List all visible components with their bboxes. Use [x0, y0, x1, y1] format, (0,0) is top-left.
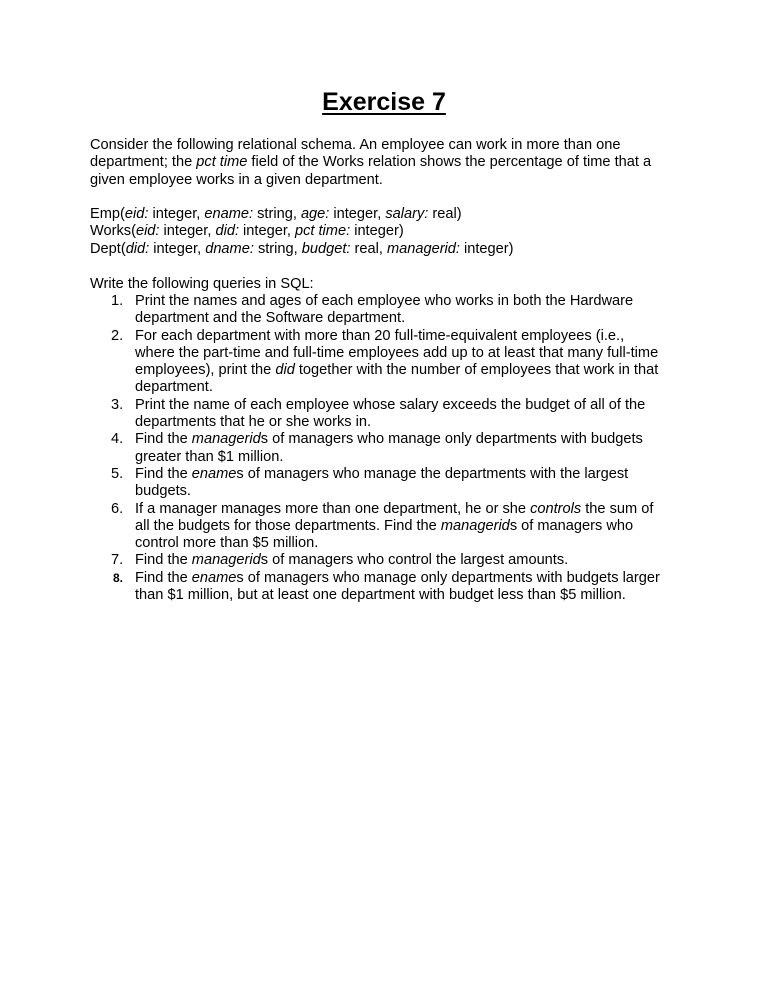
intro-line-3: given employee works in a given department.: [90, 171, 383, 188]
queries-heading: Write the following queries in SQL:: [90, 276, 314, 292]
query-number: 5.: [111, 465, 124, 482]
schema-works: Works(eid: integer, did: integer, pct time: integer): [90, 223, 404, 240]
query-list: [90, 293, 690, 604]
query-item-2: 2. For each department with more than 20 full-time-equivalent employees (i.e., where the part-time and full-time employees add up to at least that many full-time employees), print the did together with the number of employees that work in that department.: [111, 327, 659, 396]
query-number: 8.: [113, 570, 124, 585]
query-item-8: 8. Find the enames of managers who manage only departments with budgets larger than $1 million, but at least one department with budget less than $5 million.: [113, 569, 660, 604]
query-number: 3.: [111, 396, 124, 413]
query-item-6: 6. If a manager manages more than one department, he or she controls the sum of all the budgets for those departments. Find the managerids of managers who control more than $5 million.: [111, 500, 654, 552]
page-title: Exercise 7: [322, 88, 446, 116]
query-item-3: 3. Print the name of each employee whose salary exceeds the budget of all of the departments that he or she works in.: [111, 396, 646, 431]
query-number: 1.: [111, 293, 124, 309]
query-number: 4.: [111, 431, 124, 448]
intro-paragraph: [90, 137, 690, 189]
query-number: 7.: [111, 552, 124, 569]
query-number: 2.: [111, 327, 124, 344]
pct-time-term: pct time: [196, 154, 248, 171]
schema-dept: Dept(did: integer, dname: string, budget: real, managerid: integer): [90, 240, 514, 257]
schema-block: [90, 206, 690, 258]
query-item-7: 7. Find the managerids of managers who control the largest amounts.: [111, 552, 569, 569]
intro-line-2: department; the pct time field of the Works relation shows the percentage of time that a: [90, 154, 652, 171]
query-number: 6.: [111, 500, 124, 517]
query-item-1: 1. Print the names and ages of each employee who works in both the Hardware department and the Software department.: [111, 293, 634, 327]
query-item-4: 4. Find the managerids of managers who manage only departments with budgets greater than $1 million.: [111, 431, 643, 465]
schema-emp: Emp(eid: integer, ename: string, age: integer, salary: real): [90, 206, 462, 222]
intro-line-1: Consider the following relational schema. An employee can work in more than one: [90, 137, 621, 153]
query-item-5: 5. Find the enames of managers who manage the departments with the largest budgets.: [111, 465, 629, 500]
